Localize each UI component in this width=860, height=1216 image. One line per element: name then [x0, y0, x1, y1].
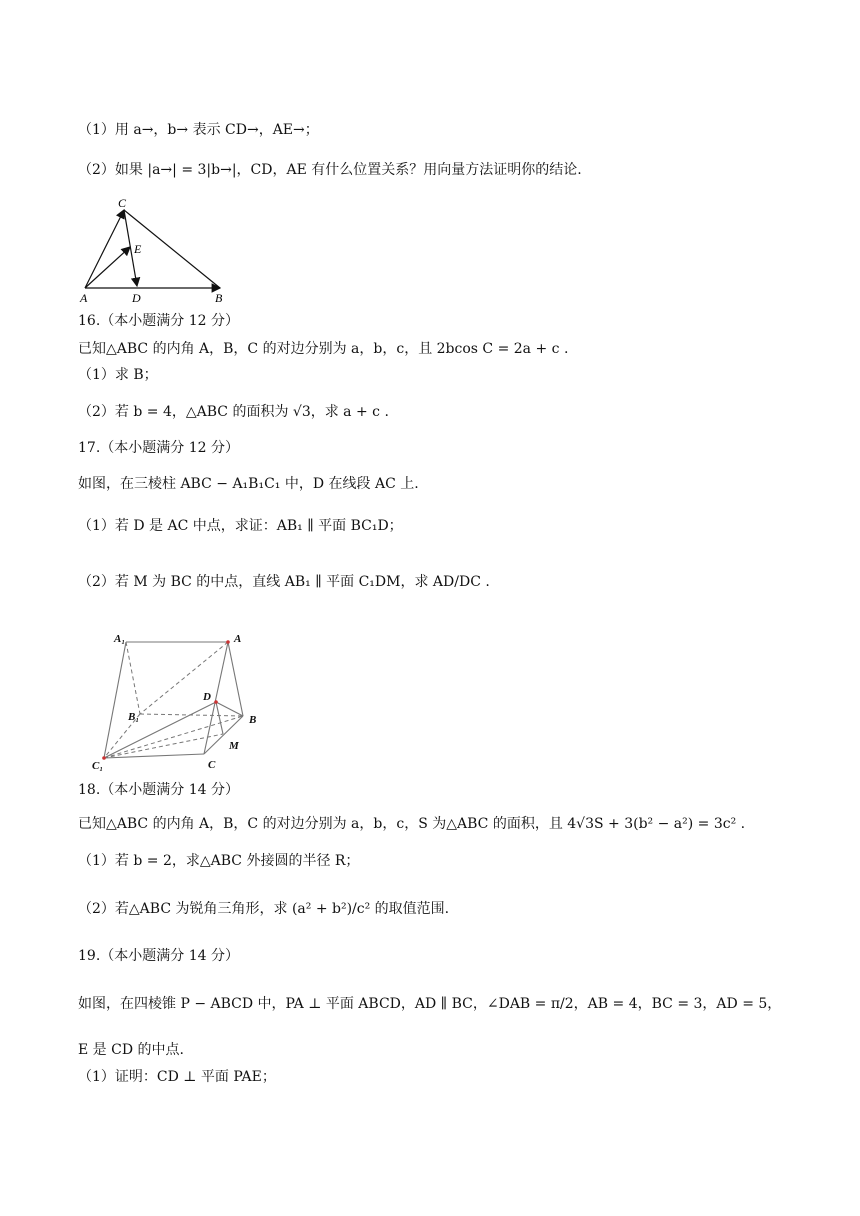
label-C: C	[118, 196, 127, 210]
q19-part1: （1）证明：CD ⊥ 平面 PAE；	[78, 1069, 276, 1085]
seg-AE	[85, 247, 130, 288]
q17-heading: 17.（本小题满分 12 分）	[78, 440, 239, 456]
label-D: D	[132, 291, 141, 305]
seg-AC	[85, 210, 124, 288]
q19-stem: 如图，在四棱锥 P − ABCD 中，PA ⊥ 平面 ABCD，AD ∥ BC，∠DAB = π/2，AB = 4，BC = 3，AD = 5，	[78, 996, 782, 1012]
q17-part1: （1）若 D 是 AC 中点，求证：AB₁ ∥ 平面 BC₁D；	[78, 518, 403, 534]
q15-part2: （2）如果 |a→| = 3|b→|，CD，AE 有什么位置关系？用向量方法证明你的结论.	[78, 162, 582, 178]
q18-stem: 已知△ABC 的内角 A，B，C 的对边分别为 a，b，c，S 为△ABC 的面积，且 4√3S + 3(b² − a²) = 3c² .	[78, 816, 746, 832]
edge-DM	[216, 702, 223, 734]
edge-C1D	[104, 702, 216, 758]
edge-C1M	[104, 734, 223, 758]
q18-heading: 18.（本小题满分 14 分）	[78, 782, 239, 798]
q17-stem: 如图，在三棱柱 ABC − A₁B₁C₁ 中，D 在线段 AC 上.	[78, 476, 419, 492]
q16-part1: （1）求 B；	[78, 367, 158, 383]
edge-DB	[216, 702, 243, 716]
q18-part2: （2）若△ABC 为锐角三角形，求 (a² + b²)/c² 的取值范围.	[78, 901, 450, 917]
edge-AB	[228, 642, 243, 716]
label-E: E	[134, 242, 142, 256]
q19-stem2: E 是 CD 的中点.	[78, 1042, 184, 1058]
edge-A1C1	[104, 642, 126, 758]
label-B: B	[215, 291, 223, 305]
edge-A1B1	[126, 642, 140, 714]
point-A	[226, 640, 230, 644]
q16-part2: （2）若 b = 4，△ABC 的面积为 √3，求 a + c .	[78, 404, 389, 420]
label-D: D	[203, 691, 211, 703]
label-C: C	[208, 759, 216, 771]
point-D	[214, 700, 218, 704]
label-M: M	[229, 740, 239, 752]
label-C1: C₁	[92, 760, 104, 772]
q17-prism-figure	[88, 626, 278, 776]
label-A1: A₁	[114, 633, 126, 645]
q15-triangle-figure	[76, 196, 246, 308]
q16-stem: 已知△ABC 的内角 A，B，C 的对边分别为 a，b，c，且 2bcos C = 2a + c .	[78, 341, 569, 357]
label-B1: B₁	[128, 711, 140, 723]
q19-heading: 19.（本小题满分 14 分）	[78, 948, 239, 964]
label-B: B	[249, 714, 257, 726]
q18-part1: （1）若 b = 2，求△ABC 外接圆的半径 R；	[78, 853, 360, 869]
label-A: A	[80, 291, 88, 305]
q16-heading: 16.（本小题满分 12 分）	[78, 313, 239, 329]
label-A: A	[234, 633, 242, 645]
q17-part2: （2）若 M 为 BC 的中点，直线 AB₁ ∥ 平面 C₁DM，求 AD/DC .	[78, 574, 490, 590]
q15-part1: （1）用 a→，b→ 表示 CD→，AE→；	[78, 122, 319, 138]
